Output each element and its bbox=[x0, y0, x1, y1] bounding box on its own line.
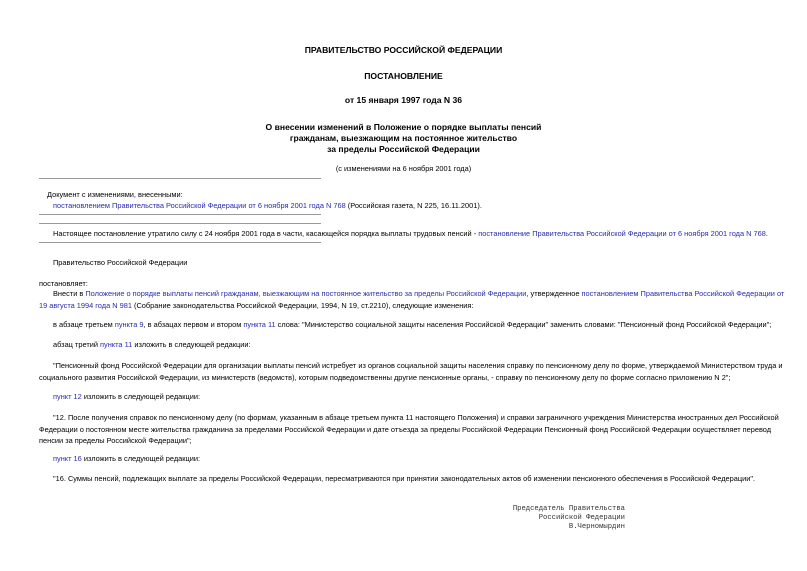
resolution-981-link[interactable]: постановлением Правительства Российской Федерации от bbox=[581, 289, 785, 298]
document-type-heading: ПОСТАНОВЛЕНИЕ bbox=[364, 71, 443, 81]
divider bbox=[39, 178, 321, 179]
revision-note: (с изменениями на 6 ноября 2001 года) bbox=[335, 164, 472, 173]
amendment-source: (Российская газета, N 225, 16.11.2001). bbox=[345, 201, 482, 210]
resolves-label: постановляет: bbox=[39, 279, 88, 288]
paragraph-7: пункт 16 изложить в следующей редакции: bbox=[53, 454, 201, 463]
amendments-line bbox=[53, 201, 482, 210]
repeal-notice-link[interactable]: постановление Правительства Российской Федерации от 6 ноября 2001 года N 768 bbox=[478, 229, 766, 238]
regulation-link[interactable]: Положение о порядке выплаты пенсий гражданам, выезжающим на постоянное жительство за пределы Российской Федерации bbox=[85, 289, 527, 298]
clause-11-link[interactable]: пункта 11 bbox=[243, 320, 276, 329]
divider bbox=[39, 242, 321, 243]
date-number-heading: от 15 января 1997 года N 36 bbox=[344, 95, 463, 105]
paragraph-5: пункт 12 изложить в следующей редакции: bbox=[53, 392, 201, 401]
paragraph-2: в абзаце третьем пункта 9, в абзацах первом и втором пункта 11 слова: "Министерство социальной защиты населения Российской Федерации" заменить словами: "Пенсионный фонд Российской Федерации"; bbox=[53, 320, 772, 329]
signature-name: В.Черномырдин bbox=[568, 523, 625, 531]
clause-12-link[interactable]: пункт 12 bbox=[53, 392, 82, 401]
clause-9-link[interactable]: пункта 9 bbox=[114, 320, 144, 329]
repeal-notice-text: Настоящее постановление утратило силу с 24 ноября 2001 года в части, касающейся порядка выплаты трудовых пенсий - bbox=[53, 229, 479, 238]
paragraph-6: "12. После получения справок по пенсионному делу (по формам, указанным в абзаце третьем пункта 11 настоящего Положения) и справки заграничного учреждения Министерства иностранных дел Российской Федерации о постоянном месте жительства гражданина за пределами Российской Федерации и дате отъезда за пределы Российской Федерации Пенсионный фонд Российской Федерации осуществляет перевод пенсии за пределы Российской Федерации"; bbox=[39, 413, 779, 445]
clause-16-link[interactable]: пункт 16 bbox=[53, 454, 82, 463]
government-heading: ПРАВИТЕЛЬСТВО РОССИЙСКОЙ ФЕДЕРАЦИИ bbox=[304, 45, 503, 55]
signature-org: Российской Федерации bbox=[538, 514, 625, 522]
title-line-2: гражданам, выезжающим на постоянное жительство bbox=[289, 133, 518, 143]
title-line-1: О внесении изменений в Положение о порядке выплаты пенсий bbox=[265, 122, 542, 132]
paragraph-8: "16. Суммы пенсий, подлежащих выплате за пределы Российской Федерации, пересматриваются при принятии законодательных актов об изменении пенсионного обеспечения в Российской Федерации". bbox=[53, 474, 756, 483]
resolution-981-link-cont[interactable]: 19 августа 1994 года N 981 bbox=[39, 300, 132, 310]
divider bbox=[39, 223, 321, 224]
clause-11-link[interactable]: пункта 11 bbox=[100, 340, 133, 349]
paragraph-1: Внести в Положение о порядке выплаты пенсий гражданам, выезжающим на постоянное жительство за пределы Российской Федерации, утвержденное постановлением Правительства Российской Федерации от 19 августа 1994 года N 981 (Собрание законодательства Российской Федерации, 1994, N 19, ст.2210), следующие изменения: bbox=[39, 289, 785, 310]
issuer: Правительство Российской Федерации bbox=[53, 258, 188, 267]
signature-title: Председатель Правительства bbox=[512, 505, 625, 513]
title-line-3: за пределы Российской Федерации bbox=[327, 144, 480, 154]
amendment-link[interactable]: постановлением Правительства Российской Федерации от 6 ноября 2001 года N 768 bbox=[53, 201, 346, 210]
paragraph-4: "Пенсионный фонд Российской Федерации для организации выплаты пенсий истребует из органов социальной защиты населения справку по пенсионному делу по форме, утверждаемой Министерством труда и социального развития Российской Федерации, из министерств (ведомств), которым подведомственны другие пенсионные органы, - справку по пенсионному делу по форме согласно приложению N 2"; bbox=[39, 361, 783, 382]
paragraph-3: абзац третий пункта 11 изложить в следующей редакции: bbox=[53, 340, 251, 349]
repeal-notice: Настоящее постановление утратило силу с 24 ноября 2001 года в части, касающейся порядка выплаты трудовых пенсий - постановление Правительства Российской Федерации от 6 ноября 2001 года N 768. bbox=[53, 229, 768, 238]
amendments-intro: Документ с изменениями, внесенными: bbox=[47, 190, 183, 199]
divider bbox=[39, 214, 321, 215]
